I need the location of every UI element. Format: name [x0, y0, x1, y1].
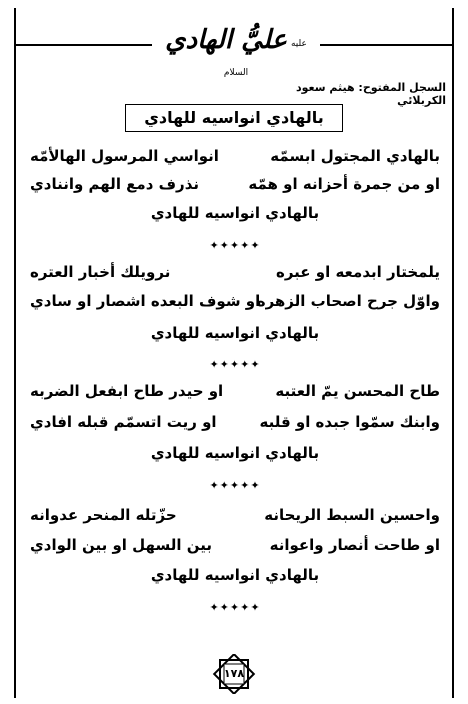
stanza-separator: ✦✦✦✦✦ [209, 479, 261, 492]
hemistich-first: او طاحت أنصار واعوانه [269, 536, 440, 554]
verse-line [30, 409, 440, 435]
hemistich-second: نرويلك أخبار العتره [30, 263, 171, 281]
honorific: عليه السلام [223, 38, 307, 78]
verse-line [30, 143, 440, 169]
stanza-separator: ✦✦✦✦✦ [209, 239, 261, 252]
verse-line [30, 288, 440, 314]
hemistich-first: بالهادي المجتول ابسمّه [270, 147, 440, 165]
poem-title: بالهادي انواسيه للهادي [125, 104, 343, 132]
header-rule-right [320, 44, 454, 46]
verse-line [30, 532, 440, 558]
hemistich-first: واوّل جرح اصحاب الزهره [256, 292, 440, 310]
hemistich-first: واحسين السبط الريحانه [264, 506, 440, 524]
verse-line [30, 171, 440, 197]
stanza-separator: ✦✦✦✦✦ [209, 601, 261, 614]
hemistich-second: او ريت اتسمّم قبله افادي [30, 413, 217, 431]
refrain: بالهادي انواسيه للهادي [150, 444, 320, 462]
header-rule-left [14, 44, 152, 46]
book-title-text: عليُّ الهادي [165, 25, 287, 55]
hemistich-first: وابنك سمّوا جبده او قلبه [259, 413, 440, 431]
page-number: ١٧٨ [223, 667, 245, 680]
hemistich-first: يلمختار ابدمعه او عبره [276, 263, 440, 281]
page-number-emblem [209, 654, 259, 694]
refrain: بالهادي انواسيه للهادي [150, 204, 320, 222]
book-title [152, 18, 320, 78]
author-line: السجل المفتوح: هيثم سعود الكربلائي [295, 81, 446, 107]
hemistich-second: بين السهل او بين الوادي [30, 536, 212, 554]
verse-line [30, 259, 440, 285]
verse-line [30, 378, 440, 404]
hemistich-first: او من جمرة أحزانه او همّه [248, 175, 440, 193]
hemistich-second: انواسي المرسول الهالأمّه [30, 147, 219, 165]
hemistich-second: حزّتله المنحر عدوانه [30, 506, 177, 524]
refrain: بالهادي انواسيه للهادي [150, 566, 320, 584]
hemistich-second: او حيدر طاح ابفعل الضربه [30, 382, 224, 400]
verse-line [30, 502, 440, 528]
hemistich-second: او شوف البعده اشصار او سادي [30, 292, 261, 310]
hemistich-second: نذرف دمع الهم واننادي [30, 175, 199, 193]
hemistich-first: طاح المحسن يمّ العتبه [275, 382, 440, 400]
stanza-separator: ✦✦✦✦✦ [209, 358, 261, 371]
refrain: بالهادي انواسيه للهادي [150, 324, 320, 342]
